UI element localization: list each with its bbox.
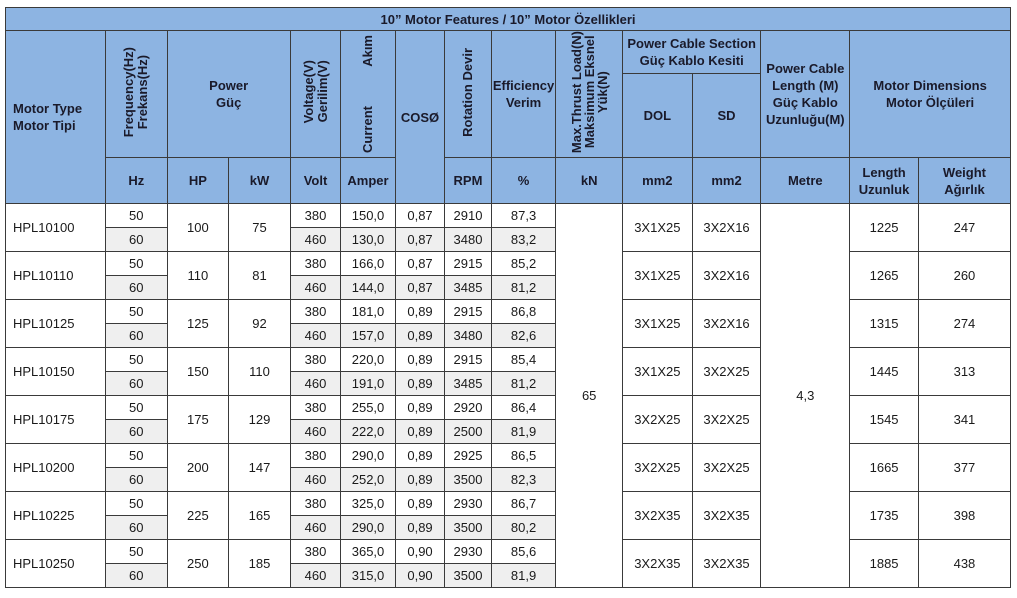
table-row — [6, 540, 1011, 564]
frequency-cell: 60 — [105, 276, 167, 300]
dol-cell: 3X1X25 — [623, 300, 693, 348]
thrust-cell: 65 — [556, 204, 623, 588]
rpm-cell: 2910 — [445, 204, 491, 228]
length-cell: 1545 — [850, 396, 919, 444]
voltage-cell: 380 — [290, 252, 340, 276]
hp-cell: 100 — [167, 204, 229, 252]
current-cell: 144,0 — [341, 276, 396, 300]
voltage-cell: 460 — [290, 468, 340, 492]
cos-cell: 0,89 — [395, 300, 444, 324]
motor-type-cell: HPL10225 — [6, 492, 106, 540]
kw-cell: 165 — [229, 492, 291, 540]
weight-cell: 398 — [918, 492, 1010, 540]
voltage-cell: 460 — [290, 564, 340, 588]
sd-cell: 3X2X35 — [692, 540, 761, 588]
sd-cell: 3X2X16 — [692, 204, 761, 252]
current-cell: 325,0 — [341, 492, 396, 516]
unit-rpm: RPM — [445, 158, 491, 204]
current-cell: 252,0 — [341, 468, 396, 492]
rpm-cell: 3485 — [445, 276, 491, 300]
frequency-cell: 50 — [105, 300, 167, 324]
cos-cell: 0,89 — [395, 492, 444, 516]
frequency-cell: 60 — [105, 372, 167, 396]
current-cell: 150,0 — [341, 204, 396, 228]
header-length: Length Uzunluk — [850, 158, 919, 204]
rpm-cell: 2920 — [445, 396, 491, 420]
frequency-cell: 50 — [105, 444, 167, 468]
motor-type-cell: HPL10250 — [6, 540, 106, 588]
frequency-cell: 60 — [105, 564, 167, 588]
sd-cell: 3X2X25 — [692, 444, 761, 492]
cos-cell: 0,90 — [395, 540, 444, 564]
voltage-cell: 380 — [290, 396, 340, 420]
rpm-cell: 2930 — [445, 540, 491, 564]
current-cell: 130,0 — [341, 228, 396, 252]
unit-mm2-sd: mm2 — [692, 158, 761, 204]
hp-cell: 225 — [167, 492, 229, 540]
length-cell: 1735 — [850, 492, 919, 540]
kw-cell: 110 — [229, 348, 291, 396]
rpm-cell: 2915 — [445, 348, 491, 372]
motor-type-cell: HPL10175 — [6, 396, 106, 444]
hp-cell: 175 — [167, 396, 229, 444]
sd-cell: 3X2X35 — [692, 492, 761, 540]
voltage-cell: 380 — [290, 444, 340, 468]
length-cell: 1265 — [850, 252, 919, 300]
weight-cell: 274 — [918, 300, 1010, 348]
dol-cell: 3X1X25 — [623, 204, 693, 252]
header-rotation: Rotation Devir — [445, 31, 491, 158]
table-body — [6, 204, 1011, 588]
header-frequency: Frequency(Hz) Frekans(Hz) — [105, 31, 167, 158]
efficiency-cell: 81,9 — [491, 420, 556, 444]
rpm-cell: 2500 — [445, 420, 491, 444]
rpm-cell: 2915 — [445, 252, 491, 276]
weight-cell: 438 — [918, 540, 1010, 588]
current-cell: 191,0 — [341, 372, 396, 396]
dol-cell: 3X2X25 — [623, 444, 693, 492]
voltage-cell: 460 — [290, 516, 340, 540]
kw-cell: 129 — [229, 396, 291, 444]
rpm-cell: 2915 — [445, 300, 491, 324]
frequency-cell: 50 — [105, 252, 167, 276]
current-cell: 222,0 — [341, 420, 396, 444]
efficiency-cell: 82,6 — [491, 324, 556, 348]
voltage-cell: 460 — [290, 276, 340, 300]
unit-hz: Hz — [105, 158, 167, 204]
frequency-cell: 60 — [105, 420, 167, 444]
frequency-cell: 60 — [105, 468, 167, 492]
unit-kn: kN — [556, 158, 623, 204]
dol-cell: 3X1X25 — [623, 252, 693, 300]
weight-cell: 341 — [918, 396, 1010, 444]
dol-cell: 3X2X35 — [623, 540, 693, 588]
voltage-cell: 380 — [290, 300, 340, 324]
length-cell: 1885 — [850, 540, 919, 588]
hp-cell: 150 — [167, 348, 229, 396]
table-row — [6, 300, 1011, 324]
length-cell: 1315 — [850, 300, 919, 348]
current-cell: 181,0 — [341, 300, 396, 324]
table-row — [6, 444, 1011, 468]
table-row — [6, 348, 1011, 372]
voltage-cell: 380 — [290, 540, 340, 564]
rpm-cell: 2930 — [445, 492, 491, 516]
header-cable-section: Power Cable Section Güç Kablo Kesiti DOL SD — [623, 31, 761, 158]
current-cell: 315,0 — [341, 564, 396, 588]
header-efficiency: Efficiency Verim — [491, 31, 556, 158]
efficiency-cell: 86,7 — [491, 492, 556, 516]
unit-amper: Amper — [341, 158, 396, 204]
dol-cell: 3X2X25 — [623, 396, 693, 444]
efficiency-cell: 87,3 — [491, 204, 556, 228]
efficiency-cell: 82,3 — [491, 468, 556, 492]
cos-cell: 0,89 — [395, 444, 444, 468]
rpm-cell: 3500 — [445, 564, 491, 588]
voltage-cell: 460 — [290, 372, 340, 396]
cos-cell: 0,89 — [395, 396, 444, 420]
hp-cell: 250 — [167, 540, 229, 588]
frequency-cell: 50 — [105, 204, 167, 228]
voltage-cell: 380 — [290, 204, 340, 228]
current-cell: 290,0 — [341, 516, 396, 540]
table-row — [6, 204, 1011, 228]
header-thrust: Max.Thrust Load(N) Maksimum Eksnel Yük(N) — [556, 31, 623, 158]
frequency-cell: 60 — [105, 228, 167, 252]
current-cell: 290,0 — [341, 444, 396, 468]
rpm-cell: 2925 — [445, 444, 491, 468]
frequency-cell: 60 — [105, 516, 167, 540]
current-cell: 166,0 — [341, 252, 396, 276]
header-motor-type: Motor Type Motor Tipi — [6, 31, 106, 204]
voltage-cell: 460 — [290, 420, 340, 444]
unit-mm2-dol: mm2 — [623, 158, 693, 204]
kw-cell: 81 — [229, 252, 291, 300]
rpm-cell: 3480 — [445, 324, 491, 348]
header-voltage: Voltage(V) Gerilim(V) — [290, 31, 340, 158]
weight-cell: 260 — [918, 252, 1010, 300]
current-cell: 157,0 — [341, 324, 396, 348]
motor-type-cell: HPL10150 — [6, 348, 106, 396]
length-cell: 1225 — [850, 204, 919, 252]
kw-cell: 147 — [229, 444, 291, 492]
hp-cell: 125 — [167, 300, 229, 348]
rpm-cell: 3500 — [445, 516, 491, 540]
efficiency-cell: 81,2 — [491, 372, 556, 396]
table-row — [6, 252, 1011, 276]
header-power: Power Güç — [167, 31, 290, 158]
current-cell: 255,0 — [341, 396, 396, 420]
cos-cell: 0,89 — [395, 372, 444, 396]
dol-cell: 3X1X25 — [623, 348, 693, 396]
rpm-cell: 3500 — [445, 468, 491, 492]
kw-cell: 185 — [229, 540, 291, 588]
header-cable-length: Power Cable Length (M) Güç Kablo Uzunluğu(M) — [761, 31, 850, 158]
efficiency-cell: 85,6 — [491, 540, 556, 564]
efficiency-cell: 81,2 — [491, 276, 556, 300]
length-cell: 1445 — [850, 348, 919, 396]
voltage-cell: 460 — [290, 228, 340, 252]
unit-hp: HP — [167, 158, 229, 204]
efficiency-cell: 83,2 — [491, 228, 556, 252]
header-cos: COSØ — [395, 31, 444, 204]
efficiency-cell: 80,2 — [491, 516, 556, 540]
cos-cell: 0,87 — [395, 276, 444, 300]
cos-cell: 0,90 — [395, 564, 444, 588]
voltage-cell: 380 — [290, 492, 340, 516]
motor-type-cell: HPL10125 — [6, 300, 106, 348]
header-dol: DOL — [623, 74, 693, 157]
weight-cell: 377 — [918, 444, 1010, 492]
sd-cell: 3X2X16 — [692, 252, 761, 300]
frequency-cell: 50 — [105, 348, 167, 372]
sd-cell: 3X2X16 — [692, 300, 761, 348]
header-dimensions: Motor Dimensions Motor Ölçüleri — [850, 31, 1011, 158]
header-current: Akım Current — [341, 31, 396, 158]
cos-cell: 0,87 — [395, 228, 444, 252]
frequency-cell: 50 — [105, 492, 167, 516]
voltage-cell: 380 — [290, 348, 340, 372]
motor-spec-table — [5, 7, 1011, 588]
efficiency-cell: 86,4 — [491, 396, 556, 420]
current-cell: 365,0 — [341, 540, 396, 564]
hp-cell: 200 — [167, 444, 229, 492]
table-row — [6, 492, 1011, 516]
motor-type-cell: HPL10110 — [6, 252, 106, 300]
current-cell: 220,0 — [341, 348, 396, 372]
cos-cell: 0,87 — [395, 204, 444, 228]
frequency-cell: 50 — [105, 396, 167, 420]
kw-cell: 75 — [229, 204, 291, 252]
sd-cell: 3X2X25 — [692, 348, 761, 396]
efficiency-cell: 86,5 — [491, 444, 556, 468]
table-title: 10” Motor Features / 10” Motor Özellikleri — [6, 8, 1011, 31]
voltage-cell: 460 — [290, 324, 340, 348]
rpm-cell: 3485 — [445, 372, 491, 396]
motor-type-cell: HPL10200 — [6, 444, 106, 492]
weight-cell: 247 — [918, 204, 1010, 252]
efficiency-cell: 86,8 — [491, 300, 556, 324]
cos-cell: 0,87 — [395, 252, 444, 276]
table-row — [6, 396, 1011, 420]
cos-cell: 0,89 — [395, 348, 444, 372]
cos-cell: 0,89 — [395, 420, 444, 444]
unit-volt: Volt — [290, 158, 340, 204]
hp-cell: 110 — [167, 252, 229, 300]
unit-percent: % — [491, 158, 556, 204]
rpm-cell: 3480 — [445, 228, 491, 252]
cos-cell: 0,89 — [395, 468, 444, 492]
cos-cell: 0,89 — [395, 324, 444, 348]
efficiency-cell: 85,4 — [491, 348, 556, 372]
efficiency-cell: 85,2 — [491, 252, 556, 276]
weight-cell: 313 — [918, 348, 1010, 396]
header-sd: SD — [717, 108, 736, 124]
cable-length-cell: 4,3 — [761, 204, 850, 588]
efficiency-cell: 81,9 — [491, 564, 556, 588]
cos-cell: 0,89 — [395, 516, 444, 540]
frequency-cell: 60 — [105, 324, 167, 348]
length-cell: 1665 — [850, 444, 919, 492]
motor-type-cell: HPL10100 — [6, 204, 106, 252]
header-weight: Weight Ağırlık — [918, 158, 1010, 204]
frequency-cell: 50 — [105, 540, 167, 564]
unit-metre: Metre — [761, 158, 850, 204]
dol-cell: 3X2X35 — [623, 492, 693, 540]
kw-cell: 92 — [229, 300, 291, 348]
sd-cell: 3X2X25 — [692, 396, 761, 444]
unit-kw: kW — [229, 158, 291, 204]
